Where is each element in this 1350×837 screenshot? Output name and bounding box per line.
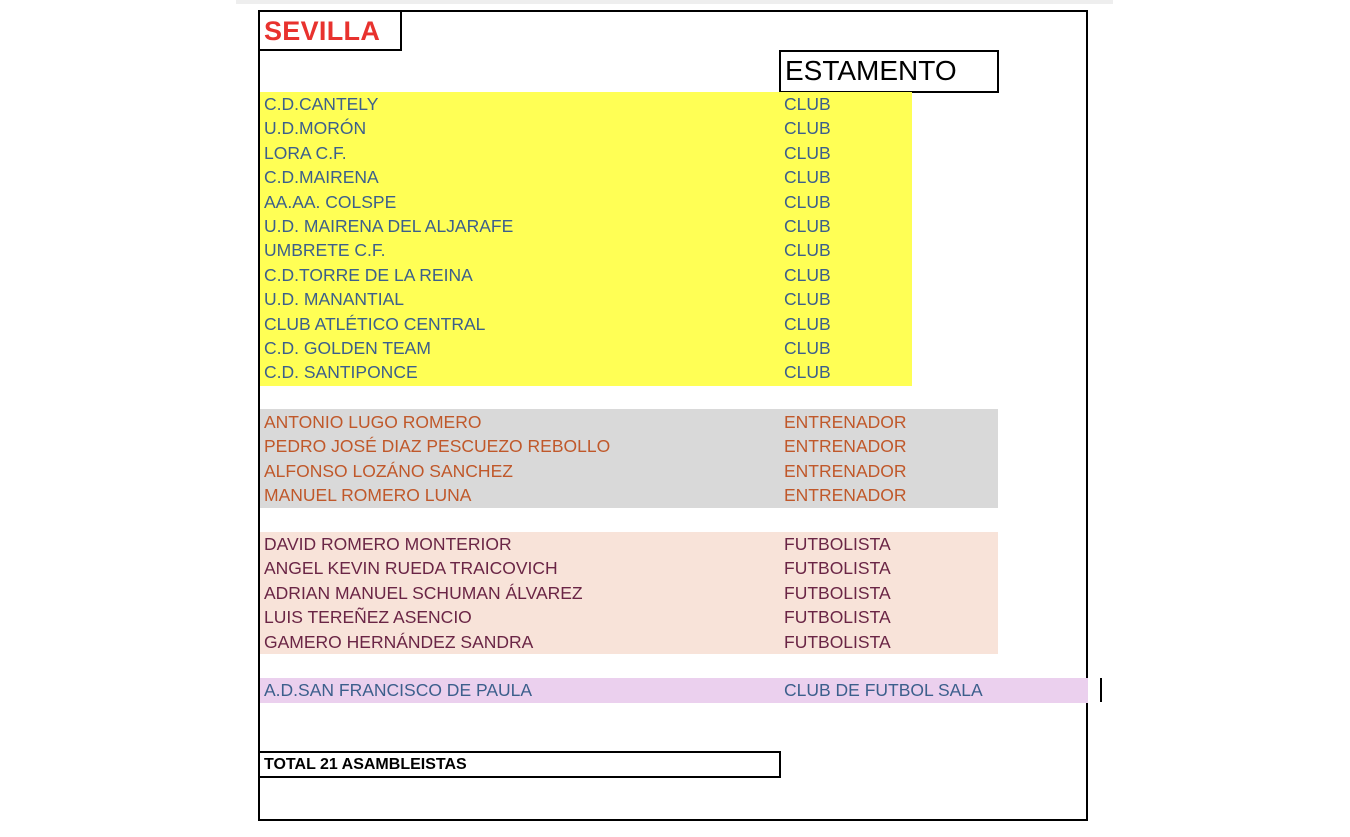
- coach-row: [0, 434, 1350, 458]
- member-name: C.D.MAIRENA: [264, 167, 379, 188]
- club-row: [0, 116, 1350, 140]
- player-row: [0, 581, 1350, 605]
- member-role: CLUB: [784, 118, 831, 139]
- estamento-header: ESTAMENTO: [785, 55, 957, 86]
- member-name: U.D. MANANTIAL: [264, 289, 405, 310]
- member-name: C.D. SANTIPONCE: [264, 362, 418, 383]
- member-role: ENTRENADOR: [784, 485, 907, 506]
- member-name: MANUEL ROMERO LUNA: [264, 485, 472, 506]
- member-name: C.D.TORRE DE LA REINA: [264, 264, 473, 285]
- member-name: DAVID ROMERO MONTERIOR: [264, 534, 512, 554]
- member-role: CLUB: [784, 240, 831, 261]
- player-row: [0, 630, 1350, 654]
- member-name: C.D. GOLDEN TEAM: [264, 338, 431, 358]
- club-row: [0, 312, 1350, 336]
- player-row: [0, 556, 1350, 580]
- member-role: FUTBOLISTA: [784, 631, 891, 652]
- cell-cursor-mark: [1100, 678, 1102, 702]
- member-name: LUIS TEREÑEZ ASENCIO: [264, 607, 472, 628]
- member-name: ALFONSO LOZÁNO SANCHEZ: [264, 460, 513, 481]
- member-name: ANGEL KEVIN RUEDA TRAICOVICH: [264, 558, 558, 579]
- club-row: [0, 190, 1350, 214]
- player-row: [0, 532, 1350, 556]
- member-role: FUTBOLISTA: [784, 582, 891, 603]
- member-name: ADRIAN MANUEL SCHUMAN ÁLVAREZ: [264, 582, 583, 603]
- member-name: ANTONIO LUGO ROMERO: [264, 412, 482, 432]
- member-role: CLUB: [784, 264, 831, 285]
- member-role: CLUB: [784, 167, 831, 188]
- member-role: CLUB: [784, 338, 831, 358]
- sala-row: [0, 678, 1350, 702]
- member-name: U.D. MAIRENA DEL ALJARAFE: [264, 216, 514, 236]
- member-name: PEDRO JOSÉ DIAZ PESCUEZO REBOLLO: [264, 436, 611, 457]
- coach-row: [0, 410, 1350, 434]
- club-row: [0, 92, 1350, 116]
- province-title: SEVILLA: [264, 16, 381, 46]
- member-role: CLUB: [784, 289, 831, 310]
- member-name: A.D.SAN FRANCISCO DE PAULA: [264, 680, 533, 700]
- member-role: ENTRENADOR: [784, 436, 907, 457]
- member-name: C.D.CANTELY: [264, 94, 379, 114]
- member-name: U.D.MORÓN: [264, 118, 367, 139]
- coach-row: [0, 459, 1350, 483]
- member-role: FUTBOLISTA: [784, 534, 891, 554]
- page-top-shadow: [236, 0, 1113, 4]
- member-role: FUTBOLISTA: [784, 558, 891, 579]
- club-row: [0, 214, 1350, 238]
- total-label: TOTAL 21 ASAMBLEISTAS: [264, 756, 467, 773]
- member-role: CLUB: [784, 94, 831, 114]
- member-role: FUTBOLISTA: [784, 607, 891, 628]
- member-role: CLUB: [784, 313, 831, 334]
- member-name: CLUB ATLÉTICO CENTRAL: [264, 313, 486, 334]
- coach-row: [0, 483, 1350, 507]
- member-name: LORA C.F.: [264, 142, 347, 163]
- member-role: CLUB: [784, 191, 831, 212]
- club-row: [0, 336, 1350, 360]
- member-role: CLUB: [784, 362, 831, 383]
- club-row: [0, 287, 1350, 311]
- member-name: GAMERO HERNÁNDEZ SANDRA: [264, 631, 534, 652]
- member-role: ENTRENADOR: [784, 412, 907, 432]
- member-name: AA.AA. COLSPE: [264, 191, 397, 212]
- club-row: [0, 360, 1350, 384]
- player-row: [0, 605, 1350, 629]
- member-name: UMBRETE C.F.: [264, 240, 386, 261]
- member-role: ENTRENADOR: [784, 460, 907, 481]
- club-row: [0, 165, 1350, 189]
- member-role: CLUB DE FUTBOL SALA: [784, 680, 983, 700]
- member-role: CLUB: [784, 216, 831, 236]
- club-row: [0, 263, 1350, 287]
- club-row: [0, 141, 1350, 165]
- club-row: [0, 238, 1350, 262]
- member-role: CLUB: [784, 142, 831, 163]
